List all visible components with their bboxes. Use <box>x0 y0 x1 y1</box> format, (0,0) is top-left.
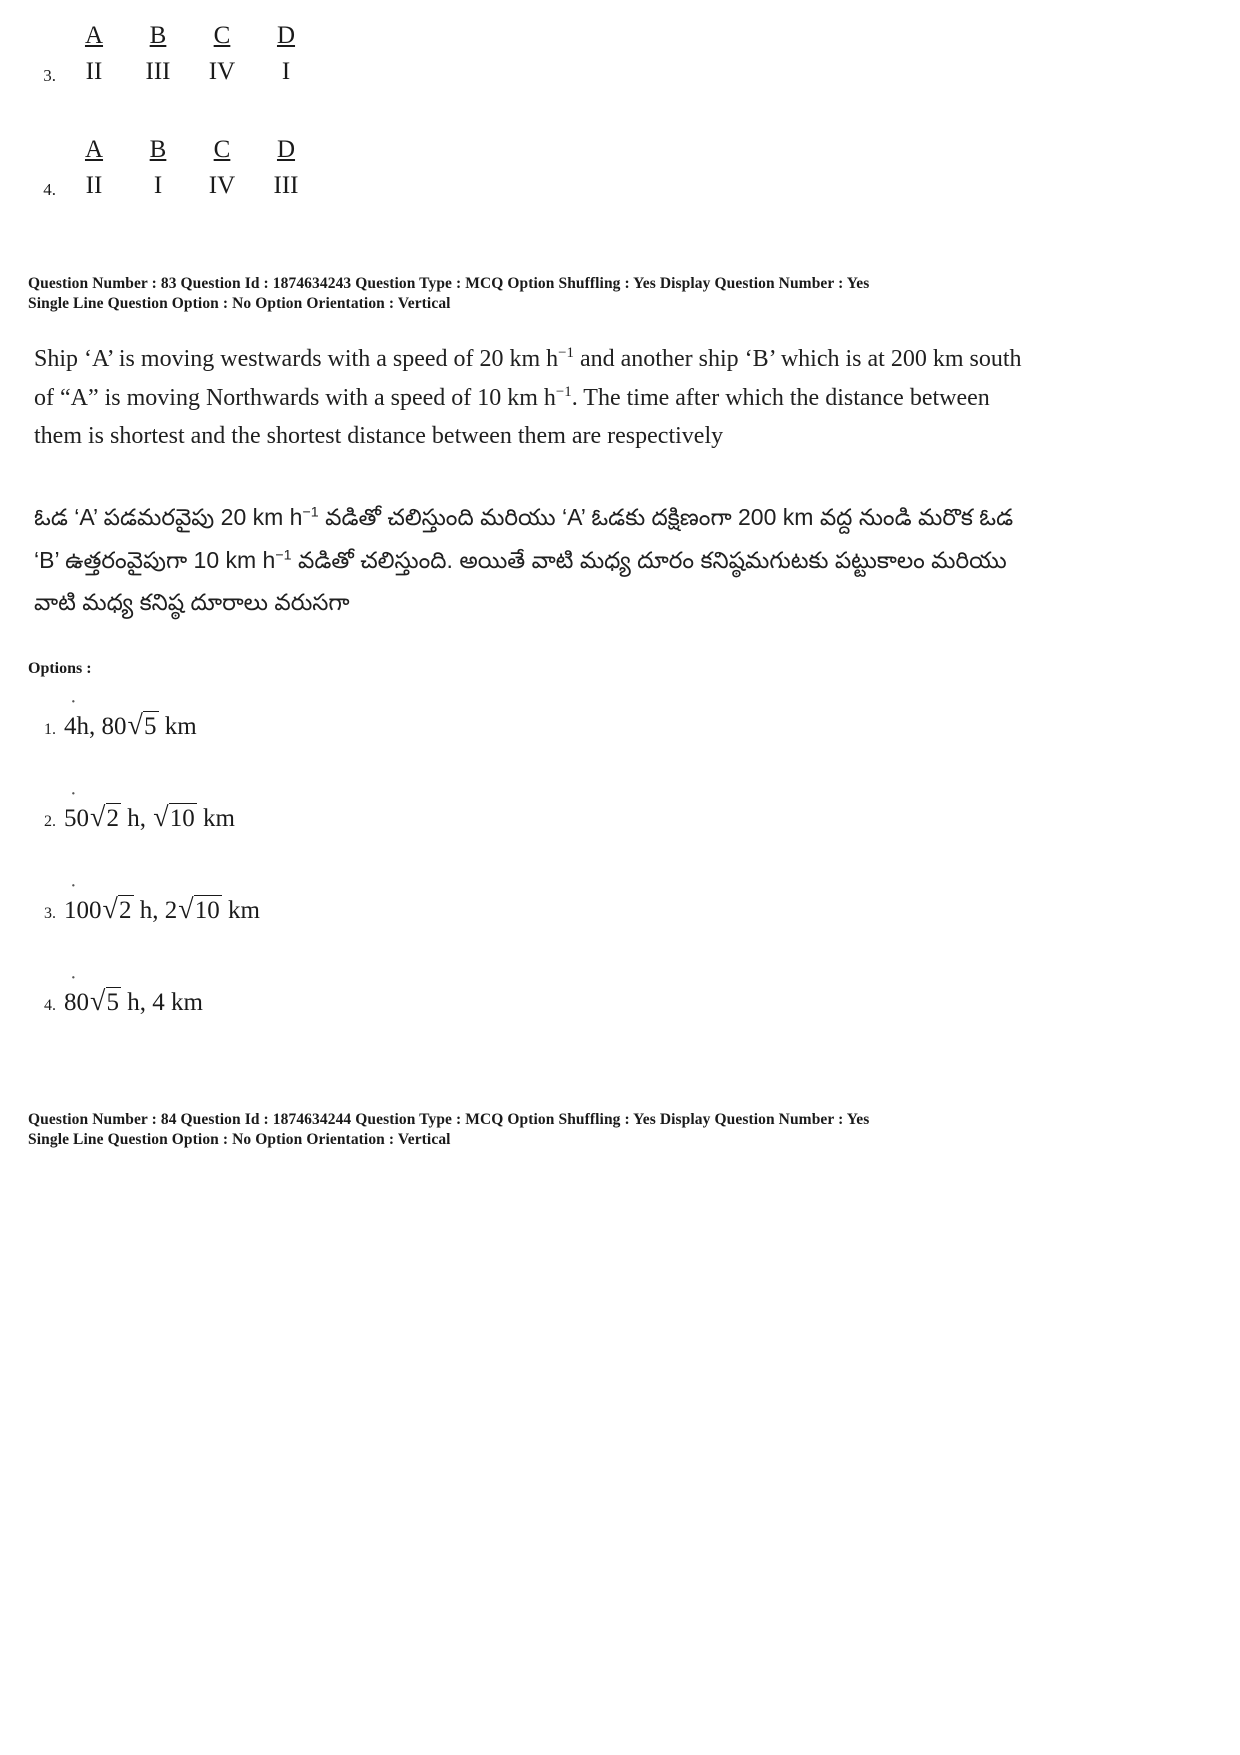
match-value-a: II <box>85 58 103 85</box>
match-value-b: I <box>153 172 163 199</box>
q83-te-part1: ఓడ ‘A’ పడమరవైపు 20 km h <box>34 504 303 531</box>
matching-option-4[interactable] <box>30 136 1240 202</box>
q83-en-exponent-1: −1 <box>558 344 574 361</box>
match-header-d: D <box>276 22 296 49</box>
question-83-text-english <box>0 340 1240 457</box>
matching-option-3[interactable] <box>30 22 1240 88</box>
sqrt-icon-2 <box>153 802 197 834</box>
opt4-suffix: h, 4 km <box>121 988 203 1016</box>
question-83-meta-line-1: Question Number : 83 Question Id : 1874634243 Question Type : MCQ Option Shuffling : Yes Display Question Number : Yes <box>28 275 870 292</box>
option-item-3[interactable] <box>28 890 1240 926</box>
question-83-text-telugu <box>0 496 1240 624</box>
option-content <box>64 798 235 834</box>
question-83-block <box>0 274 1240 314</box>
opt3-mid: h, 2 <box>133 896 178 924</box>
question-83-meta-line-2: Single Line Question Option : No Option Orientation : Vertical <box>28 294 451 312</box>
q83-en-part1: Ship ‘A’ is moving westwards with a speed of 20 km h <box>34 345 559 372</box>
question-84-meta-line-2: Single Line Question Option : No Option Orientation : Vertical <box>28 1130 451 1148</box>
match-value-d: III <box>273 172 299 199</box>
opt3-radicand: 2 <box>119 896 132 924</box>
sqrt-icon <box>103 894 134 926</box>
opt1-prefix: 4h, 80 <box>64 712 127 740</box>
opt3-radicand-2: 10 <box>194 896 220 924</box>
match-header-a: A <box>84 136 104 163</box>
q83-te-part2: వడితో చలిస్తుంది మరియు ‘A’ ఓడకు దక్షిణంగా 200 km వద్ద నుండి మరొక ఓడ ‘B’ ఉత్తరంవైపుగా 10 km h <box>34 504 1014 573</box>
q83-te-exponent-2: −1 <box>275 547 292 564</box>
opt2-mid: h, <box>121 804 153 832</box>
question-84-block <box>0 1110 1240 1150</box>
option-item-4[interactable] <box>28 982 1240 1018</box>
match-value-c: IV <box>208 58 236 85</box>
opt2-radicand-2: 10 <box>169 804 195 832</box>
opt1-suffix: km <box>158 712 197 740</box>
match-header-d: D <box>276 136 296 163</box>
option-number: 3. <box>43 66 56 85</box>
option-content <box>64 706 197 742</box>
option-number: 2. <box>44 812 56 830</box>
option-number: 4. <box>44 996 56 1014</box>
sqrt-icon <box>90 802 121 834</box>
opt3-prefix: 100 <box>64 896 102 924</box>
q83-en-exponent-2: −1 <box>555 383 572 400</box>
match-header-c: C <box>213 136 231 163</box>
opt2-prefix: 50 <box>64 804 89 832</box>
q83-te-part3: వడితో చలిస్తుంది. అయితే వాటి మధ్య దూరం కనిష్ఠమగుటకు పట్టుకాలం మరియు వాటి మధ్య కనిష్ఠ దూరాలు వరుసగా <box>34 546 1007 616</box>
match-value-a: II <box>85 172 103 199</box>
option-number: 4. <box>43 180 56 199</box>
sqrt-icon <box>128 710 159 742</box>
match-value-c: IV <box>208 172 236 199</box>
q83-te-exponent-1: −1 <box>302 504 319 521</box>
opt4-radicand: 5 <box>106 988 119 1016</box>
option-item-2[interactable] <box>28 798 1240 834</box>
opt3-suffix: km <box>221 896 260 924</box>
match-header-c: C <box>213 22 231 49</box>
match-header-b: B <box>149 136 167 163</box>
opt2-suffix: km <box>196 804 235 832</box>
option-item-1[interactable] <box>28 706 1240 742</box>
match-value-b: III <box>145 58 171 85</box>
question-84-meta-line-1: Question Number : 84 Question Id : 1874634244 Question Type : MCQ Option Shuffling : Yes Display Question Number : Yes <box>28 1110 870 1128</box>
option-number: 1. <box>44 720 56 738</box>
match-header-a: A <box>84 22 104 49</box>
sqrt-icon-2 <box>178 894 222 926</box>
option-content <box>64 890 260 926</box>
option-content <box>64 982 203 1018</box>
option-number: 3. <box>44 904 56 922</box>
match-header-b: B <box>149 22 167 49</box>
match-value-d: I <box>281 58 291 85</box>
options-label: Options : <box>28 659 92 677</box>
q83-en-part2: and another ship ‘B’ which is at 200 km south of “A” is moving Northwards with a speed of 10 km h <box>34 345 1022 411</box>
question-83-options <box>0 660 1240 1018</box>
matching-options-block <box>0 0 1240 202</box>
sqrt-icon <box>90 986 121 1018</box>
q83-en-part3: . The time after which the distance between them is shortest and the shortest distance between them are respectively <box>34 384 990 450</box>
opt1-radicand: 5 <box>144 712 157 740</box>
opt2-radicand: 2 <box>106 804 119 832</box>
opt4-prefix: 80 <box>64 988 89 1016</box>
